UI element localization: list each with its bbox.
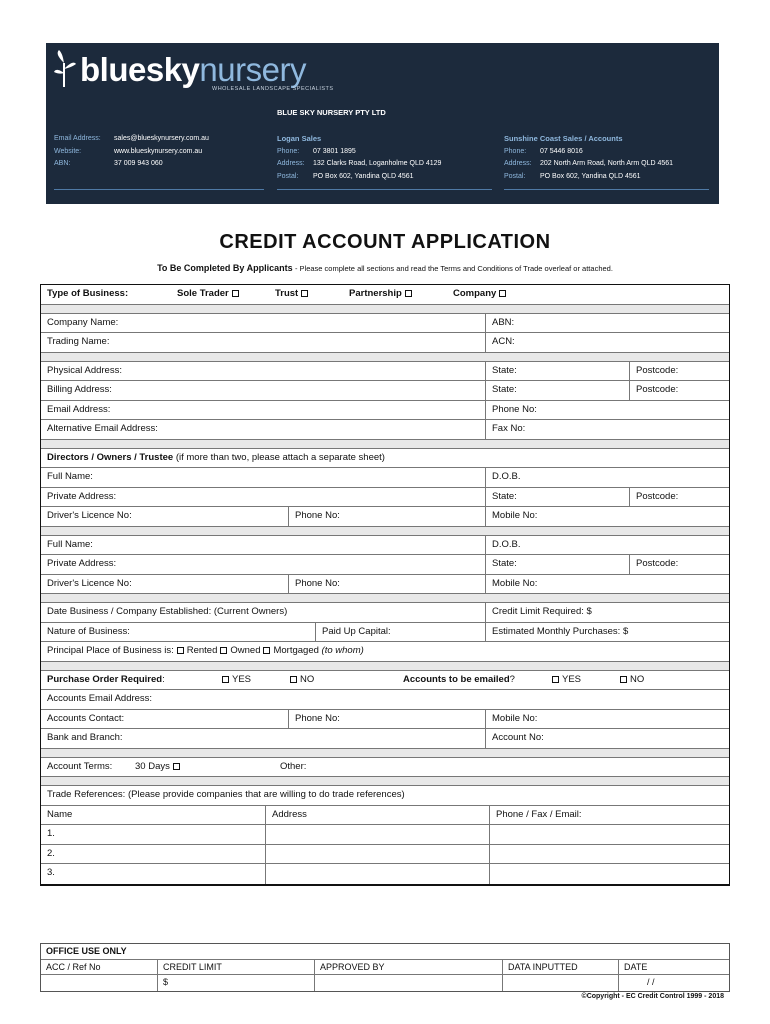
office-use-table bbox=[40, 943, 730, 992]
thirty-days-label: 30 Days bbox=[135, 760, 170, 772]
spacer bbox=[41, 662, 729, 671]
po-required-label: Purchase Order Required bbox=[47, 673, 163, 685]
ref3-contact-field[interactable] bbox=[489, 864, 729, 884]
other-terms-field[interactable]: Other: bbox=[280, 760, 307, 772]
logan-postal-label: Postal: bbox=[277, 172, 299, 180]
director2-full-name-field[interactable]: Full Name: bbox=[47, 538, 93, 550]
accounts-emailed-label: Accounts to be emailed bbox=[403, 673, 510, 685]
ref2-name-field[interactable]: 2. bbox=[47, 847, 55, 859]
credit-limit-office-field[interactable]: $ bbox=[157, 975, 314, 991]
principal-place-row bbox=[41, 642, 729, 662]
email-value: sales@blueskynursery.com.au bbox=[114, 135, 209, 142]
accounts-contact-field[interactable]: Accounts Contact: bbox=[47, 712, 125, 724]
date-header: DATE bbox=[618, 960, 729, 975]
office-use-heading: OFFICE USE ONLY bbox=[46, 946, 127, 956]
purchase-order-row: Purchase Order Required: YES NO Accounts to be emailed? YES NO bbox=[41, 671, 729, 691]
principal-place-label: Principal Place of Business is: bbox=[47, 645, 174, 656]
director2-private-address-field[interactable]: Private Address: bbox=[47, 558, 117, 569]
abn-value: 37 009 943 060 bbox=[114, 160, 163, 167]
data-inputted-field[interactable] bbox=[502, 975, 618, 991]
email-label: Email Address: bbox=[54, 135, 101, 142]
ref1-name-field[interactable]: 1. bbox=[47, 828, 55, 839]
brand-logo bbox=[80, 51, 306, 89]
header-divider bbox=[504, 189, 709, 190]
director1-full-name-field[interactable]: Full Name: bbox=[47, 471, 93, 482]
office-header-row bbox=[41, 960, 729, 976]
office-value-row bbox=[41, 975, 729, 991]
directors-heading-note: (if more than two, please attach a separate sheet) bbox=[175, 451, 385, 463]
rented-label: Rented bbox=[186, 645, 218, 656]
director2-mobile-field[interactable]: Mobile No: bbox=[485, 575, 729, 594]
logan-phone: 07 3801 1895 bbox=[313, 147, 356, 155]
est-monthly-purchases-field[interactable]: Estimated Monthly Purchases: $ bbox=[485, 623, 729, 642]
phone-no-field[interactable]: Phone No: bbox=[485, 401, 729, 420]
ref3-address-field[interactable] bbox=[265, 864, 489, 884]
ref2-address-field[interactable] bbox=[265, 845, 489, 864]
subtitle-bold: To Be Completed By Applicants bbox=[157, 263, 293, 273]
director2-dob-field[interactable]: D.O.B. bbox=[485, 536, 729, 555]
company-name-row bbox=[41, 314, 729, 334]
po-yes-label: YES bbox=[232, 673, 252, 685]
copyright-notice: ©Copyright - EC Credit Control 1999 - 2018 bbox=[581, 993, 724, 1000]
abn-label: ABN: bbox=[54, 160, 71, 167]
account-no-field[interactable]: Account No: bbox=[485, 729, 729, 748]
office-heading-row bbox=[41, 944, 729, 960]
company-name: BLUE SKY NURSERY PTY LTD bbox=[277, 108, 386, 117]
billing-state-field[interactable]: State: bbox=[485, 381, 629, 400]
accounts-email-row bbox=[41, 690, 729, 710]
date-field[interactable]: / / bbox=[618, 975, 729, 991]
spacer bbox=[41, 749, 729, 758]
sunshine-address-label: Address: bbox=[504, 160, 532, 167]
acn-field[interactable]: ACN: bbox=[485, 333, 729, 352]
bank-row bbox=[41, 729, 729, 749]
logo-nursery: nursery bbox=[199, 51, 306, 88]
logan-postal: PO Box 602, Yandina QLD 4561 bbox=[313, 172, 414, 180]
data-inputted-header: DATA INPUTTED bbox=[502, 960, 618, 975]
paid-up-capital-field[interactable]: Paid Up Capital: bbox=[315, 623, 485, 642]
accounts-mobile-field[interactable]: Mobile No: bbox=[485, 710, 729, 729]
bank-branch-field[interactable]: Bank and Branch: bbox=[47, 732, 123, 743]
logan-address: 132 Clarks Road, Loganholme QLD 4129 bbox=[313, 160, 442, 167]
logo-tagline: WHOLESALE LANDSCAPE SPECIALISTS bbox=[212, 86, 334, 92]
ref3-name-field[interactable]: 3. bbox=[47, 867, 55, 878]
contact-column bbox=[54, 133, 209, 171]
logan-address-label: Address: bbox=[277, 160, 305, 167]
billing-address-row bbox=[41, 381, 729, 401]
director1-licence-row bbox=[41, 507, 729, 527]
trust-label: Trust bbox=[275, 288, 299, 299]
po-yes-checkbox[interactable] bbox=[222, 676, 229, 683]
email-row bbox=[41, 401, 729, 421]
ref1-address-field[interactable] bbox=[265, 825, 489, 844]
trade-ref-row bbox=[41, 864, 729, 884]
trading-name-row bbox=[41, 333, 729, 353]
sole-trader-label: Sole Trader bbox=[177, 288, 229, 299]
spacer bbox=[41, 440, 729, 449]
company-label: Company bbox=[453, 288, 497, 299]
po-no-checkbox[interactable] bbox=[290, 676, 297, 683]
ref1-contact-field[interactable] bbox=[489, 825, 729, 844]
sunshine-postal: PO Box 602, Yandina QLD 4561 bbox=[540, 172, 641, 180]
sunshine-phone: 07 5446 8016 bbox=[540, 147, 583, 155]
logo-bluesky: bluesky bbox=[80, 51, 200, 88]
director2-phone-field[interactable]: Phone No: bbox=[288, 575, 485, 594]
trade-ref-row bbox=[41, 825, 729, 845]
ref-name-header: Name bbox=[47, 808, 73, 820]
director1-postcode-field[interactable]: Postcode: bbox=[629, 488, 729, 507]
sunshine-postal-label: Postal: bbox=[504, 172, 526, 180]
leaf-logo-icon bbox=[50, 49, 80, 89]
subtitle-rest: - Please complete all sections and read the Terms and Conditions of Trade overleaf or attached. bbox=[294, 264, 613, 273]
website-label: Website: bbox=[54, 147, 82, 155]
header-divider bbox=[54, 189, 264, 190]
logan-column bbox=[277, 133, 441, 183]
sunshine-address: 202 North Arm Road, North Arm QLD 4561 bbox=[540, 160, 674, 167]
director2-licence-row bbox=[41, 575, 729, 595]
director1-phone-field[interactable]: Phone No: bbox=[288, 507, 485, 526]
alt-email-field[interactable]: Alternative Email Address: bbox=[47, 423, 158, 434]
website-value: www.blueskynursery.com.au bbox=[114, 147, 203, 155]
partnership-checkbox[interactable] bbox=[405, 290, 412, 297]
acc-ref-header: ACC / Ref No bbox=[46, 961, 101, 972]
mortgaged-label: Mortgaged bbox=[273, 645, 319, 656]
director1-name-row bbox=[41, 468, 729, 488]
to-whom-label: (to whom) bbox=[321, 645, 364, 656]
abn-field[interactable]: ABN: bbox=[485, 314, 729, 333]
sunshine-column bbox=[504, 133, 673, 183]
owned-checkbox[interactable] bbox=[220, 647, 227, 654]
directors-heading-row bbox=[41, 449, 729, 469]
ref-contact-header: Phone / Fax / Email: bbox=[489, 806, 729, 825]
director2-address-row bbox=[41, 555, 729, 575]
type-of-business-label: Type of Business: bbox=[47, 288, 129, 299]
email-address-field[interactable]: Email Address: bbox=[47, 403, 111, 415]
trade-refs-heading-row bbox=[41, 786, 729, 806]
billing-postcode-field[interactable]: Postcode: bbox=[629, 381, 729, 400]
established-row bbox=[41, 603, 729, 623]
account-terms-label: Account Terms: bbox=[47, 760, 113, 772]
directors-heading bbox=[41, 449, 729, 468]
director1-address-row bbox=[41, 488, 729, 508]
trade-ref-row bbox=[41, 845, 729, 865]
nature-of-business-field[interactable]: Nature of Business: bbox=[47, 625, 130, 637]
email-yes-checkbox[interactable] bbox=[552, 676, 559, 683]
header-divider bbox=[277, 189, 492, 190]
director2-state-field[interactable]: State: bbox=[485, 555, 629, 574]
accounts-contact-row bbox=[41, 710, 729, 730]
director1-dob-field[interactable]: D.O.B. bbox=[485, 468, 729, 487]
thirty-days-checkbox[interactable] bbox=[173, 763, 180, 770]
physical-state-field[interactable]: State: bbox=[485, 362, 629, 381]
logan-phone-label: Phone: bbox=[277, 147, 300, 155]
spacer bbox=[41, 594, 729, 603]
trading-name-field[interactable]: Trading Name: bbox=[47, 336, 110, 347]
partnership-label: Partnership bbox=[349, 288, 402, 299]
page-subtitle bbox=[0, 263, 770, 273]
physical-address-field[interactable]: Physical Address: bbox=[47, 364, 122, 376]
credit-application-form bbox=[40, 284, 730, 886]
sole-trader-checkbox[interactable] bbox=[232, 290, 239, 297]
fax-no-field[interactable]: Fax No: bbox=[485, 420, 729, 439]
type-of-business-row bbox=[41, 285, 729, 305]
directors-heading-bold: Directors / Owners / Trustee bbox=[47, 451, 174, 463]
billing-address-field[interactable]: Billing Address: bbox=[47, 384, 112, 395]
trade-refs-heading: Trade References: (Please provide companies that are willing to do trade references) bbox=[47, 789, 405, 800]
accounts-phone-field[interactable]: Phone No: bbox=[288, 710, 485, 729]
director1-licence-field[interactable]: Driver's Licence No: bbox=[47, 510, 132, 521]
account-terms-row bbox=[41, 758, 729, 778]
nature-row bbox=[41, 623, 729, 643]
trust-checkbox[interactable] bbox=[301, 290, 308, 297]
header-banner bbox=[46, 43, 719, 204]
rented-checkbox[interactable] bbox=[177, 647, 184, 654]
physical-postcode-field[interactable]: Postcode: bbox=[629, 362, 729, 381]
page-title: CREDIT ACCOUNT APPLICATION bbox=[219, 231, 551, 253]
director2-postcode-field[interactable]: Postcode: bbox=[629, 555, 729, 574]
spacer bbox=[41, 777, 729, 786]
po-no-label: NO bbox=[300, 673, 315, 685]
credit-limit-header: CREDIT LIMIT bbox=[157, 960, 314, 975]
director1-state-field[interactable]: State: bbox=[485, 488, 629, 507]
sunshine-title: Sunshine Coast Sales / Accounts bbox=[504, 134, 623, 143]
email-yes-label: YES bbox=[562, 673, 582, 685]
email-no-checkbox[interactable] bbox=[620, 676, 627, 683]
spacer bbox=[41, 305, 729, 314]
accounts-email-field[interactable]: Accounts Email Address: bbox=[47, 693, 153, 704]
physical-address-row bbox=[41, 362, 729, 382]
ref-address-header: Address bbox=[265, 806, 489, 825]
alt-email-row bbox=[41, 420, 729, 440]
principal-place-field bbox=[41, 642, 729, 661]
sunshine-phone-label: Phone: bbox=[504, 147, 527, 155]
date-established-field[interactable]: Date Business / Company Established: (Current Owners) bbox=[47, 606, 288, 617]
approved-by-header: APPROVED BY bbox=[314, 960, 502, 975]
credit-limit-field[interactable]: Credit Limit Required: $ bbox=[485, 603, 729, 622]
company-checkbox[interactable] bbox=[499, 290, 506, 297]
director1-mobile-field[interactable]: Mobile No: bbox=[485, 507, 729, 526]
spacer bbox=[41, 353, 729, 362]
spacer bbox=[41, 527, 729, 536]
email-no-label: NO bbox=[630, 673, 645, 685]
logan-title: Logan Sales bbox=[277, 134, 322, 143]
approved-by-field[interactable] bbox=[314, 975, 502, 991]
director2-name-row bbox=[41, 536, 729, 556]
director1-private-address-field[interactable]: Private Address: bbox=[47, 490, 117, 502]
director2-licence-field[interactable]: Driver's Licence No: bbox=[47, 577, 132, 589]
ref2-contact-field[interactable] bbox=[489, 845, 729, 864]
acc-ref-field[interactable] bbox=[41, 975, 157, 991]
trade-refs-header-row bbox=[41, 806, 729, 826]
company-name-field[interactable]: Company Name: bbox=[47, 316, 119, 328]
owned-label: Owned bbox=[230, 645, 261, 656]
mortgaged-checkbox[interactable] bbox=[263, 647, 270, 654]
